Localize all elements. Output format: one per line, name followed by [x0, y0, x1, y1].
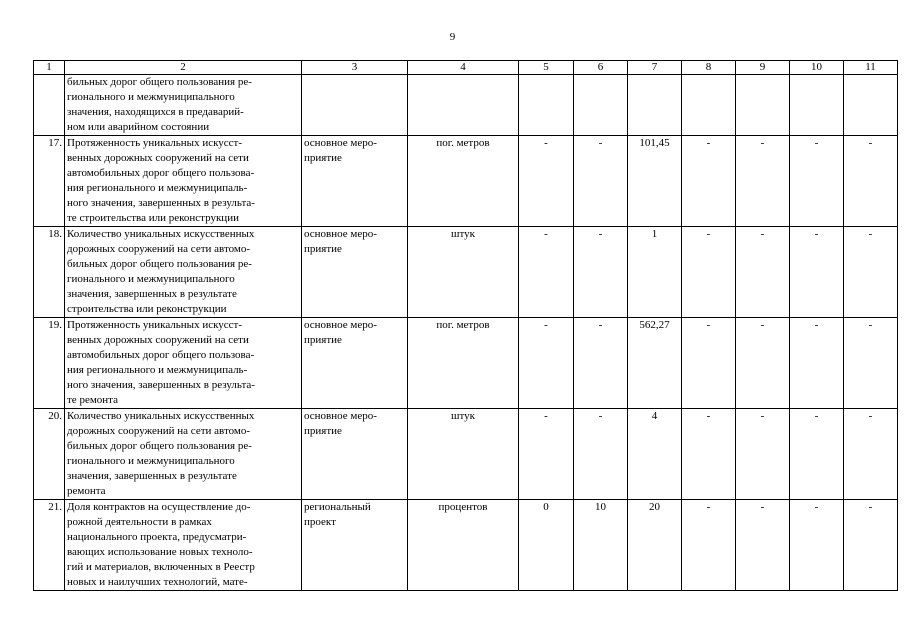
row-number-text: 20. — [48, 410, 62, 422]
value-col-9-text: - — [760, 410, 765, 422]
value-col-10 — [790, 75, 844, 136]
indicator-name — [65, 318, 302, 409]
value-col-10-text: - — [814, 501, 819, 513]
table-row — [34, 409, 898, 500]
value-col-10-text: - — [814, 319, 819, 331]
value-col-5 — [519, 136, 574, 227]
value-col-9 — [736, 227, 790, 318]
indicator-name-text: Количество уникальных искусственных дорожных сооружений на сети автомо- бильных дорог общего пользования ре- гионального и межмуниципального значения, завершенных в результате строительства или реконструкции — [67, 228, 255, 315]
value-col-6 — [574, 227, 628, 318]
value-col-6 — [574, 409, 628, 500]
row-number-text: 19. — [48, 319, 62, 331]
value-col-10-text: - — [814, 228, 819, 240]
header-cell: 2 — [65, 61, 302, 75]
value-col-8-text: - — [706, 319, 711, 331]
value-col-9 — [736, 318, 790, 409]
page-number: 9 — [449, 31, 456, 43]
value-col-7-text: 562,27 — [639, 319, 670, 331]
value-col-7-text: 20 — [649, 501, 660, 513]
value-col-6-text: - — [598, 410, 603, 422]
indicator-name — [65, 409, 302, 500]
table-row — [34, 500, 898, 591]
value-col-10 — [790, 227, 844, 318]
unit-of-measure-text: пог. метров — [436, 137, 490, 149]
value-col-6 — [574, 75, 628, 136]
value-col-5-text: - — [544, 410, 548, 422]
indicator-type — [302, 500, 408, 591]
unit-of-measure — [408, 318, 519, 409]
value-col-7 — [628, 500, 682, 591]
value-col-9 — [736, 500, 790, 591]
value-col-10-text: - — [814, 137, 819, 149]
row-number-text: 21. — [48, 501, 62, 513]
value-col-5-text: - — [544, 137, 548, 149]
value-col-5-text: - — [544, 319, 548, 331]
value-col-7 — [628, 75, 682, 136]
value-col-7-text: 1 — [651, 228, 658, 240]
unit-of-measure-text: штук — [451, 410, 475, 422]
value-col-9 — [736, 409, 790, 500]
value-col-5 — [519, 227, 574, 318]
row-number — [34, 409, 65, 500]
value-col-7 — [628, 136, 682, 227]
value-col-7 — [628, 409, 682, 500]
value-col-6-text: - — [598, 137, 603, 149]
value-col-11-text: - — [868, 410, 873, 422]
row-number-text: 17. — [48, 137, 62, 149]
value-col-7 — [628, 318, 682, 409]
header-cell: 6 — [574, 61, 628, 75]
unit-of-measure-text: штук — [451, 228, 475, 240]
value-col-8 — [682, 500, 736, 591]
header-cell: 5 — [519, 61, 574, 75]
value-col-11 — [844, 136, 898, 227]
indicator-name-text: Протяженность уникальных искусст- венных дорожных сооружений на сети автомобильных дорог общего пользова- ния регионального и межмуниципаль- ного значения, завершенных в результа- те строительства или реконструкции — [67, 137, 255, 224]
value-col-11-text: - — [868, 501, 873, 513]
header-cell: 1 — [34, 61, 65, 75]
row-number-text: 18. — [48, 228, 62, 240]
row-number — [34, 227, 65, 318]
row-number — [34, 500, 65, 591]
header-row — [34, 61, 898, 75]
indicator-type-text: основное меро- приятие — [304, 228, 377, 255]
value-col-5 — [519, 75, 574, 136]
header-cell: 9 — [736, 61, 790, 75]
indicator-name-text: бильных дорог общего пользования ре- гионального и межмуниципального значения, находящихся в предаварий- ном или аварийном состоянии — [67, 76, 252, 133]
value-col-10 — [790, 500, 844, 591]
header-cell: 7 — [628, 61, 682, 75]
value-col-8 — [682, 75, 736, 136]
value-col-8-text: - — [706, 501, 711, 513]
value-col-11 — [844, 500, 898, 591]
unit-of-measure — [408, 409, 519, 500]
indicator-type — [302, 227, 408, 318]
unit-of-measure — [408, 75, 519, 136]
value-col-5-text: - — [544, 228, 548, 240]
value-col-9-text: - — [760, 319, 765, 331]
value-col-6 — [574, 500, 628, 591]
header-cell: 8 — [682, 61, 736, 75]
value-col-9-text: - — [760, 137, 765, 149]
indicator-name — [65, 500, 302, 591]
indicator-type — [302, 318, 408, 409]
value-col-8 — [682, 409, 736, 500]
header-cell: 3 — [302, 61, 408, 75]
value-col-7 — [628, 227, 682, 318]
value-col-5-text: 0 — [543, 501, 549, 513]
value-col-11-text: - — [868, 319, 873, 331]
value-col-10 — [790, 136, 844, 227]
value-col-6-text: 10 — [595, 501, 606, 513]
unit-of-measure — [408, 136, 519, 227]
value-col-11 — [844, 227, 898, 318]
indicator-name — [65, 227, 302, 318]
value-col-6 — [574, 318, 628, 409]
value-col-8 — [682, 136, 736, 227]
value-col-7-text: 4 — [651, 410, 658, 422]
header-cell: 11 — [844, 61, 898, 75]
value-col-10 — [790, 318, 844, 409]
value-col-5 — [519, 318, 574, 409]
value-col-9-text: - — [760, 228, 765, 240]
header-cell: 4 — [408, 61, 519, 75]
value-col-11 — [844, 409, 898, 500]
indicators-table — [33, 60, 898, 591]
value-col-7-text: 101,45 — [639, 137, 670, 149]
indicator-type — [302, 136, 408, 227]
indicator-type-text: основное меро- приятие — [304, 137, 377, 164]
table-row — [34, 75, 898, 136]
value-col-9 — [736, 136, 790, 227]
indicator-type-text: основное меро- приятие — [304, 319, 377, 346]
value-col-10-text: - — [814, 410, 819, 422]
unit-of-measure-text: процентов — [438, 501, 488, 513]
row-number — [34, 136, 65, 227]
value-col-5 — [519, 409, 574, 500]
value-col-9-text: - — [760, 501, 765, 513]
unit-of-measure — [408, 227, 519, 318]
value-col-6 — [574, 136, 628, 227]
value-col-6-text: - — [598, 319, 603, 331]
unit-of-measure-text: пог. метров — [436, 319, 490, 331]
value-col-8-text: - — [706, 410, 711, 422]
indicator-name-text: Доля контрактов на осуществление до- рожной деятельности в рамках национального проекта, предусматри- вающих использование новых техноло- гий и материалов, включенных в Реестр новых и наилучших технологий, мате- — [67, 501, 255, 588]
value-col-8-text: - — [706, 228, 711, 240]
table-row — [34, 136, 898, 227]
table-row — [34, 227, 898, 318]
table-row — [34, 318, 898, 409]
indicator-name — [65, 75, 302, 136]
indicator-name-text: Протяженность уникальных искусст- венных дорожных сооружений на сети автомобильных дорог общего пользова- ния регионального и межмуниципаль- ного значения, завершенных в результа- те ремонта — [67, 319, 255, 406]
indicator-type-text: региональный проект — [304, 501, 371, 528]
value-col-8-text: - — [706, 137, 711, 149]
value-col-10 — [790, 409, 844, 500]
value-col-8 — [682, 227, 736, 318]
value-col-11 — [844, 318, 898, 409]
value-col-11 — [844, 75, 898, 136]
value-col-11-text: - — [868, 228, 873, 240]
indicator-name-text: Количество уникальных искусственных дорожных сооружений на сети автомо- бильных дорог общего пользования ре- гионального и межмуниципального значения, завершенных в результате ремонта — [67, 410, 255, 497]
indicator-type-text: основное меро- приятие — [304, 410, 377, 437]
header-cell: 10 — [790, 61, 844, 75]
value-col-6-text: - — [598, 228, 603, 240]
value-col-11-text: - — [868, 137, 873, 149]
row-number — [34, 75, 65, 136]
indicator-type — [302, 75, 408, 136]
value-col-8 — [682, 318, 736, 409]
indicator-type — [302, 409, 408, 500]
unit-of-measure — [408, 500, 519, 591]
value-col-5 — [519, 500, 574, 591]
value-col-9 — [736, 75, 790, 136]
row-number — [34, 318, 65, 409]
indicator-name — [65, 136, 302, 227]
